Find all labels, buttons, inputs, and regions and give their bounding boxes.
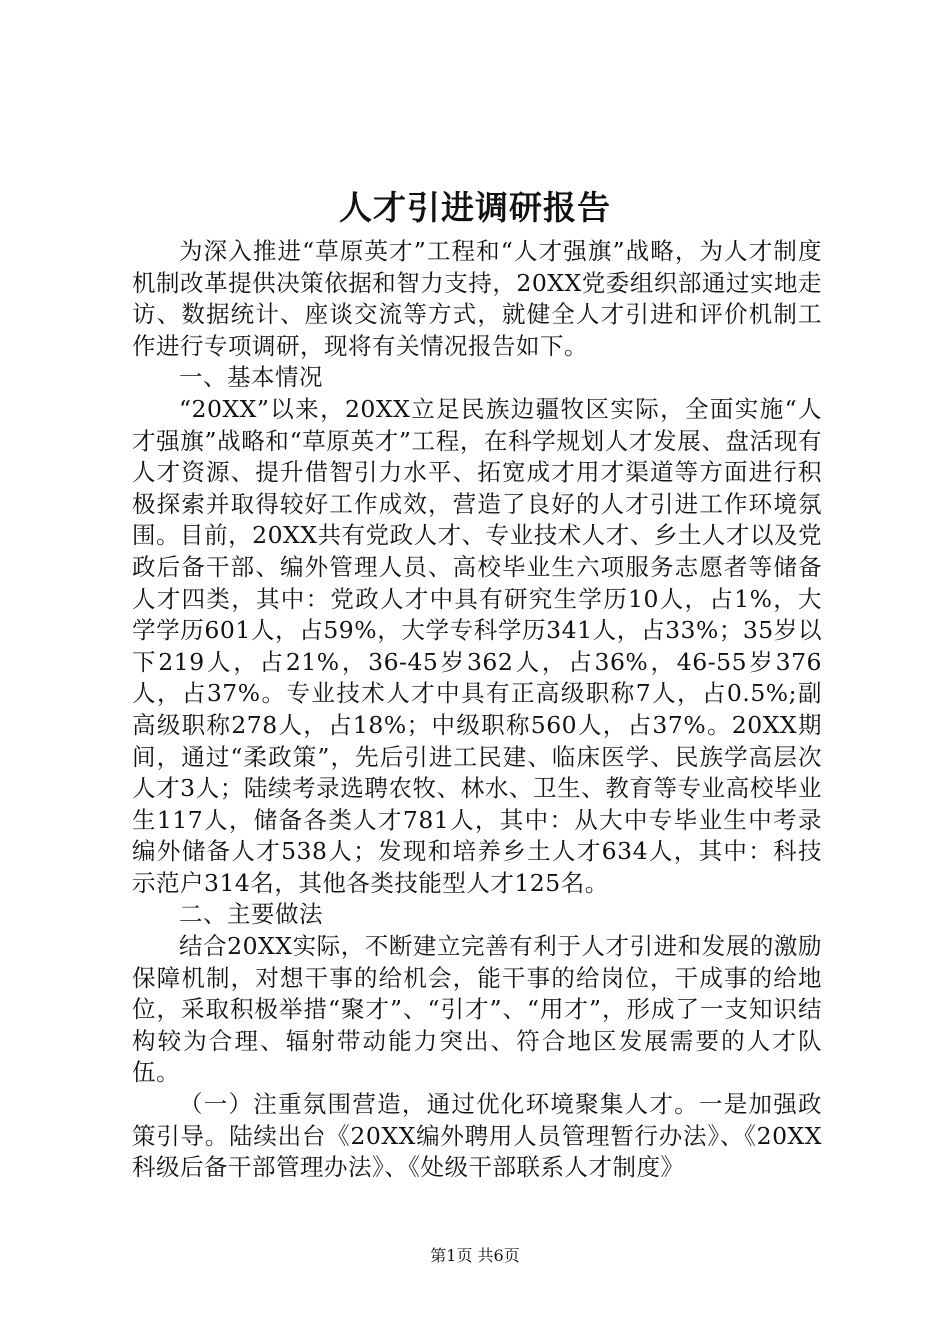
page-number: 第1页 共6页 [430,1246,520,1265]
intro-paragraph: 为深入推进“草原英才”工程和“人才强旗”战略，为人才制度机制改革提供决策依据和智力支持，20XX党委组织部通过实地走访、数据统计、座谈交流等方式，就健全人才引进和评价机制工作进行专项调研，现将有关情况报告如下。 [132,237,822,360]
main-practices-paragraph: 结合20XX实际，不断建立完善有利于人才引进和发展的激励保障机制，对想干事的给机会，能干事的给岗位，干成事的给地位，采取积极举措“聚才”、“引才”、“用才”，形成了一支知识结构较为合理、辐射带动能力突出、符合地区发展需要的人才队伍。 [132,932,822,1087]
document-title: 人才引进调研报告 [339,188,611,227]
document-body [132,236,822,1184]
section-heading-basic-situation: 一、基本情况 [179,363,323,392]
atmosphere-paragraph: （一）注重氛围营造，通过优化环境聚集人才。一是加强政策引导。陆续出台《20XX编外聘用人员管理暂行办法》、《20XX科级后备干部管理办法》、《处级干部联系人才制度》 [132,1090,822,1182]
basic-situation-paragraph: “20XX”以来，20XX立足民族边疆牧区实际，全面实施“人才强旗”战略和“草原英才”工程，在科学规划人才发展、盘活现有人才资源、提升借智引力水平、拓宽成才用才渠道等方面进行积极探索并取得较好工作成效，营造了良好的人才引进工作环境氛围。目前，20XX共有党政人才、专业技术人才、乡土人才以及党政后备干部、编外管理人员、高校毕业生六项服务志愿者等储备人才四类，其中：党政人才中具有研究生学历10人，占1%，大学学历601人，占59%，大学专科学历341人，占33%；35岁以下219人，占21%，36-45岁362人，占36%，46-55岁376人，占37%。专业技术人才中具有正高级职称7人，占0.5%;副高级职称278人，占18%；中级职称560人，占37%。20XX期间，通过“柔政策”，先后引进工民建、临床医学、民族学高层次人才3人；陆续考录选聘农牧、林水、卫生、教育等专业高校毕业生117人，储备各类人才781人，其中：从大中专毕业生中考录编外储备人才538人；发现和培养乡土人才634人，其中：科技示范户314名，其他各类技能型人才125名。 [132,394,822,897]
section-heading-main-practices: 二、主要做法 [179,900,323,929]
